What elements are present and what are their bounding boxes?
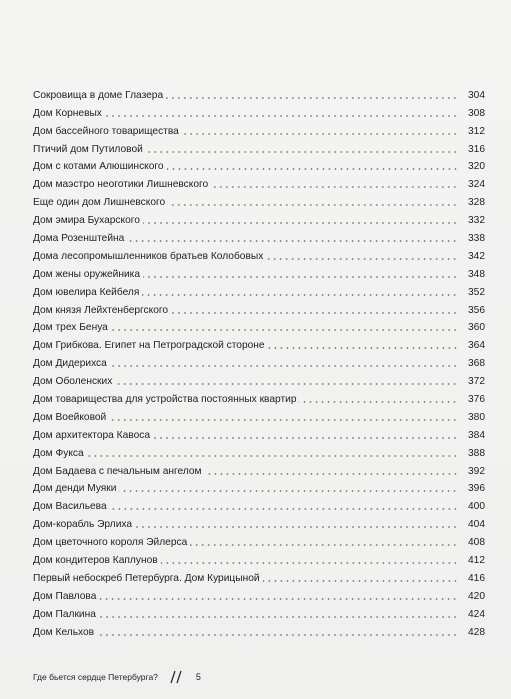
toc-entry <box>33 478 485 496</box>
toc-entry-title: Дом Кельхов <box>33 626 95 638</box>
dot-leader <box>143 222 458 224</box>
toc-entry <box>33 120 485 138</box>
toc-entry-page: 404 <box>468 519 485 531</box>
toc-entry-page: 428 <box>468 626 485 638</box>
toc-entry-page: 320 <box>468 161 485 173</box>
toc-entry <box>33 370 485 388</box>
toc-entry-title: Дом Грибкова. Египет на Петроградской стороне <box>33 340 265 352</box>
dot-leader <box>110 365 458 367</box>
dot-leader <box>190 544 458 546</box>
toc-entry <box>33 424 485 442</box>
toc-entry-page: 368 <box>468 358 485 370</box>
toc-entry-title: Дом Палкина <box>33 608 96 620</box>
toc-entry-page: 356 <box>468 304 485 316</box>
toc-entry-title: Еще один дом Лишневского <box>33 197 166 209</box>
toc-entry-page: 352 <box>468 286 485 298</box>
toc-entry-title: Дома лесопромышленников братьев Колобовых <box>33 250 264 262</box>
dot-leader <box>205 473 458 475</box>
dot-leader <box>182 133 458 135</box>
dot-leader <box>166 97 458 99</box>
dot-leader <box>127 240 458 242</box>
toc-entry-title: Дом товарищества для устройства постоянных квартир <box>33 394 297 406</box>
toc-entry <box>33 621 485 639</box>
toc-entry <box>33 263 485 281</box>
toc-entry-page: 312 <box>468 125 485 137</box>
toc-entry-page: 420 <box>468 590 485 602</box>
dot-leader <box>161 562 458 564</box>
toc-entry-title: Дом князя Лейхтенбергского <box>33 304 169 316</box>
toc-entry-page: 416 <box>468 572 485 584</box>
toc-entry-page: 304 <box>468 89 485 101</box>
toc-entry <box>33 102 485 120</box>
toc-entry-title: Дом Фукса <box>33 447 84 459</box>
dot-leader <box>109 419 458 421</box>
double-slash-icon <box>170 670 184 684</box>
toc-entry <box>33 585 485 603</box>
toc-entry-page: 348 <box>468 268 485 280</box>
toc-entry <box>33 513 485 531</box>
toc-entry <box>33 460 485 478</box>
toc-entry-title: Дом жены оружейника <box>33 268 141 280</box>
toc-entry-page: 384 <box>468 429 485 441</box>
toc-entry-title: Дом Бадаева с печальным ангелом <box>33 465 202 477</box>
toc-entry <box>33 531 485 549</box>
toc-entry-title: Дом ювелира Кейбеля <box>33 286 140 298</box>
toc-entry <box>33 281 485 299</box>
toc-entry-title: Дом Павлова <box>33 590 97 602</box>
toc-entry <box>33 495 485 513</box>
toc-entry <box>33 334 485 352</box>
toc-entry <box>33 603 485 621</box>
dot-leader <box>146 151 458 153</box>
toc-entry-title: Дом цветочного короля Эйлерса <box>33 537 188 549</box>
toc-entry-title: Сокровища в доме Глазера <box>33 89 164 101</box>
dot-leader <box>263 580 458 582</box>
dot-leader <box>97 634 458 636</box>
toc-entry <box>33 227 485 245</box>
toc-entry-page: 372 <box>468 376 485 388</box>
toc-entry-title: Дом Воейковой <box>33 411 107 423</box>
toc-entry <box>33 567 485 585</box>
toc-entry-title: Птичий дом Путиловой <box>33 143 143 155</box>
toc-entry-page: 328 <box>468 197 485 209</box>
toc-entry <box>33 173 485 191</box>
dot-leader <box>266 258 458 260</box>
toc-entry-page: 332 <box>468 215 485 227</box>
toc-entry <box>33 156 485 174</box>
toc-entry-title: Дом Дидерихса <box>33 358 107 370</box>
dot-leader <box>99 598 458 600</box>
toc-entry <box>33 442 485 460</box>
toc-entry-title: Дом эмира Бухарского <box>33 215 140 227</box>
toc-entry-page: 392 <box>468 465 485 477</box>
toc-entry-title: Первый небоскреб Петербурга. Дом Курицыной <box>33 572 260 584</box>
toc-entry-page: 400 <box>468 501 485 513</box>
dot-leader <box>99 616 458 618</box>
toc-entry-page: 338 <box>468 233 485 245</box>
toc-entry-page: 412 <box>468 555 485 567</box>
toc-entry-page: 388 <box>468 447 485 459</box>
dot-leader <box>299 401 458 403</box>
toc-entry-page: 424 <box>468 608 485 620</box>
toc-entry-title: Дом архитектора Кавоса <box>33 429 151 441</box>
dot-leader <box>143 276 458 278</box>
toc-entry-page: 364 <box>468 340 485 352</box>
toc-entry-title: Дом Оболенских <box>33 376 113 388</box>
toc-entry <box>33 388 485 406</box>
dot-leader <box>110 508 458 510</box>
dot-leader <box>87 455 458 457</box>
toc-entry <box>33 299 485 317</box>
toc-entry <box>33 191 485 209</box>
toc-entry-title: Дом с котами Алюшинского <box>33 161 164 173</box>
dot-leader <box>168 204 458 206</box>
toc-entry <box>33 406 485 424</box>
toc-entry <box>33 549 485 567</box>
toc-entry-page: 342 <box>468 250 485 262</box>
toc-entry-page: 408 <box>468 537 485 549</box>
dot-leader <box>153 437 458 439</box>
toc-entry-page: 316 <box>468 143 485 155</box>
toc-entry <box>33 209 485 227</box>
dot-leader <box>211 186 458 188</box>
toc-entry-page: 376 <box>468 394 485 406</box>
toc-entry-page: 308 <box>468 107 485 119</box>
toc-entry-page: 360 <box>468 322 485 334</box>
toc-entry-page: 396 <box>468 483 485 495</box>
dot-leader <box>135 526 458 528</box>
dot-leader <box>119 490 458 492</box>
toc-entry <box>33 245 485 263</box>
page-footer <box>33 670 201 684</box>
toc-entry <box>33 138 485 156</box>
page-number: 5 <box>195 672 201 682</box>
dot-leader <box>268 347 458 349</box>
toc-entry-title: Дом денди Муяки <box>33 483 117 495</box>
dot-leader <box>111 329 458 331</box>
toc-entry-page: 380 <box>468 411 485 423</box>
toc-entry-title: Дома Розенштейна <box>33 233 125 245</box>
dot-leader <box>167 168 458 170</box>
dot-leader <box>105 115 458 117</box>
toc-entry-title: Дом Васильева <box>33 501 107 513</box>
toc-entry-title: Дом Корневых <box>33 107 102 119</box>
table-of-contents <box>33 84 485 639</box>
toc-entry-title: Дом кондитеров Каплунов <box>33 555 158 567</box>
toc-entry-title: Дом бассейного товарищества <box>33 125 179 137</box>
toc-entry-title: Дом-корабль Эрлиха <box>33 519 133 531</box>
toc-entry <box>33 352 485 370</box>
dot-leader <box>142 294 458 296</box>
dot-leader <box>115 383 458 385</box>
toc-entry <box>33 317 485 335</box>
running-title: Где бьется сердце Петербурга? <box>33 672 158 682</box>
toc-entry-title: Дом маэстро неоготики Лишневского <box>33 179 209 191</box>
dot-leader <box>171 312 458 314</box>
toc-entry <box>33 84 485 102</box>
toc-entry-title: Дом трех Бенуа <box>33 322 108 334</box>
toc-entry-page: 324 <box>468 179 485 191</box>
